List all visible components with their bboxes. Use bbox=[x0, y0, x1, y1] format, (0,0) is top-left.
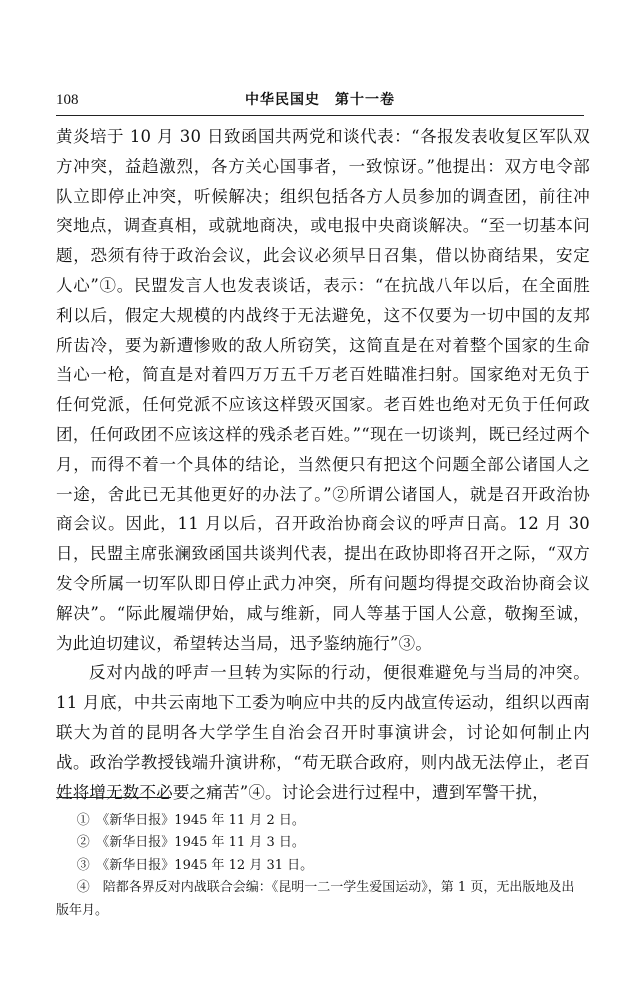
header-rule bbox=[56, 115, 584, 116]
paragraph-continued: 黄炎培于 10 月 30 日致函国共两党和谈代表：“各报发表收复区军队双方冲突，益趋激烈，各方关心国事者，一致惊讶。”他提出：双方电令部队立即停止冲突，听候解决；组织包括各方人员参加的调查团，前往冲突地点，调查真相，或就地商决，或电报中央商谈解决。“至一切基本问题，恐须有待于政治会议，此会议必须早日召集，借以协商结果，安定人心”①。民盟发言人也发表谈话，表示：“在抗战八年以后，在全面胜利以后，假定大规模的内战终于无法避免，这不仅要为一切中国的友邦所齿冷，要为新遭惨败的敌人所窃笑，这简直是在对着整个国家的生命当心一枪，简直是对着四万万五千万老百姓瞄准扫射。国家绝对无负于任何党派，任何党派不应该这样毁灭国家。老百姓也绝对无负于任何政团，任何政团不应该这样的残杀老百姓。”“现在一切谈判，既已经过两个月，而得不着一个具体的结论，当然便只有把这个问题全部公诸国人之一途，舍此已无其他更好的办法了。”②所谓公诸国人，就是召开政治协商会议。因此，11 月以后，召开政治协商会议的呼声日高。12 月 30 日，民盟主席张澜致函国共谈判代表，提出在政协即将召开之际，“双方发令所属一切军队即日停止武力冲突，所有问题均得提交政治协商会议解决”。“际此履端伊始，咸与维新，同人等基于国人公意，敬掬至诚，为此迫切建议，希望转达当局，迅予鉴纳施行”③。 bbox=[56, 127, 590, 653]
footnote: ③ 《新华日报》1945 年 12 月 31 日。 bbox=[76, 857, 314, 873]
footnote: ① 《新华日报》1945 年 11 月 2 日。 bbox=[76, 813, 305, 828]
body-text bbox=[56, 122, 590, 807]
running-title: 中华民国史 第十一卷 bbox=[245, 92, 395, 108]
paragraph: 反对内战的呼声一旦转为实际的行动，便很难避免与当局的冲突。11 月底，中共云南地下工委为响应中共的反内战宣传运动，组织以西南联大为首的昆明各大学学生自治会召开时事演讲会，讨论如何制止内战。政治学教授钱端升演讲称，“苟无联合政府，则内战无法停止，老百姓将增无数不必要之痛苦”④。讨论会进行过程中，遭到军警干扰， bbox=[56, 663, 590, 802]
footnote-rule bbox=[56, 797, 171, 798]
footnote: ② 《新华日报》1945 年 11 月 3 日。 bbox=[76, 835, 305, 851]
footnotes bbox=[56, 810, 586, 922]
page-number: 108 bbox=[56, 92, 79, 108]
footnote: ④ 陪都各界反对内战联合会编：《昆明一二一学生爱国运动》，第 1 页，无出版地及出版年月。 bbox=[56, 880, 575, 918]
page-header bbox=[56, 88, 584, 112]
